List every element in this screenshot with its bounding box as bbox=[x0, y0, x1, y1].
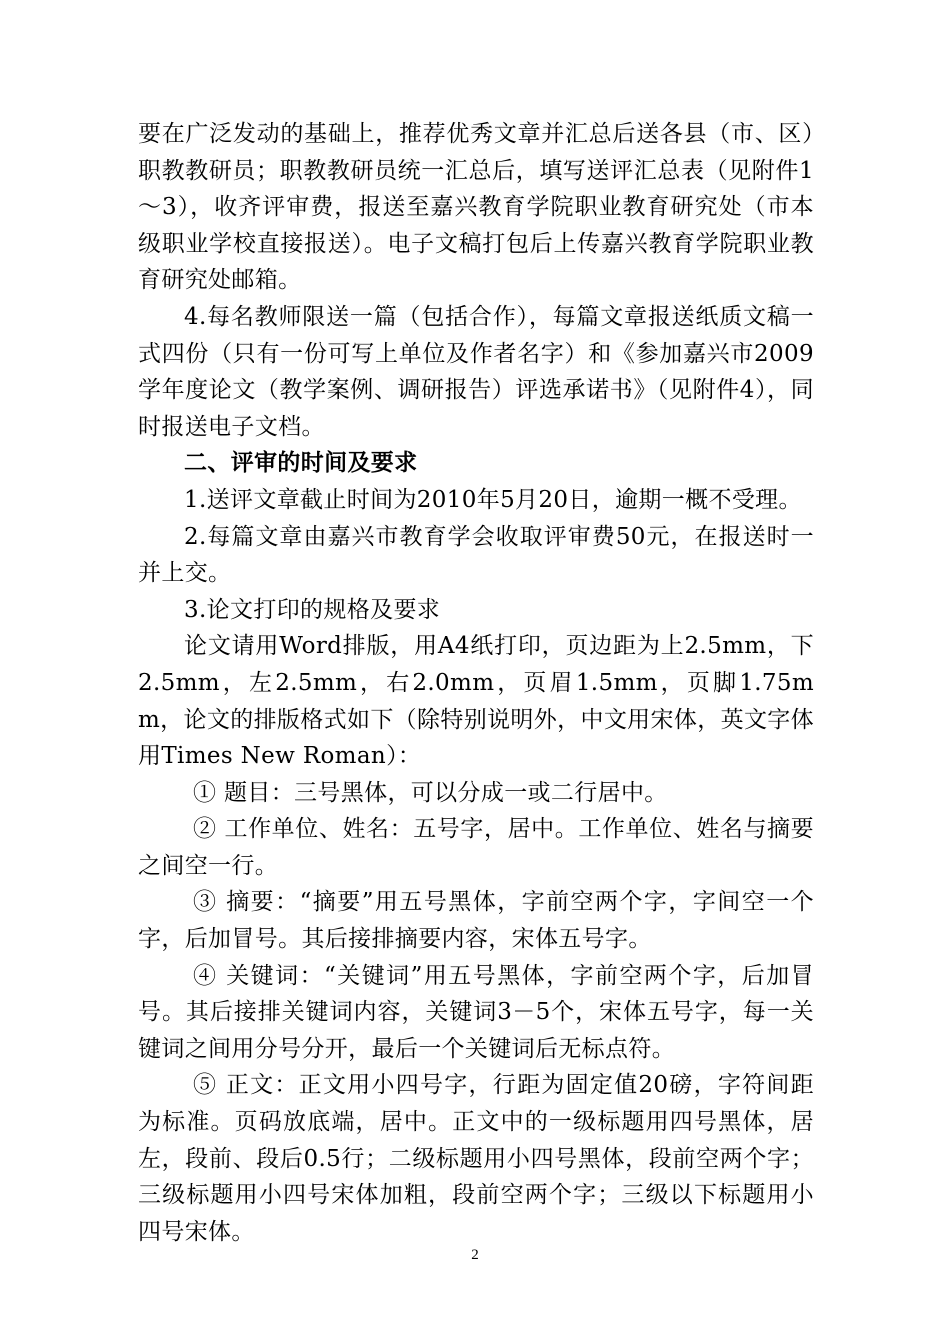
paragraph-item-2-review-fee: 2.每篇文章由嘉兴市教育学会收取评审费50元，在报送时一并上交。 bbox=[138, 523, 814, 587]
paragraph-format-title: ① 题目：三号黑体，可以分成一或二行居中。 bbox=[193, 779, 668, 806]
page-number: 2 bbox=[471, 1247, 479, 1263]
paragraph-format-affiliation: ② 工作单位、姓名：五号字，居中。工作单位、姓名与摘要之间空一行。 bbox=[138, 816, 814, 879]
paragraph-format-keywords: ④ 关键词：“关键词”用五号黑体，字前空两个字，后加冒号。其后接排关键词内容，关键词3－5个，宋体五号字，每一关键词之间用分号分开，最后一个关键词后无标点符。 bbox=[138, 962, 814, 1062]
paragraph-item-4-submission-limit: 4.每名教师限送一篇（包括合作），每篇文章报送纸质文稿一式四份（只有一份可写上单位及作者名字）和《参加嘉兴市2009学年度论文（教学案例、调研报告）评选承诺书》（见附件4），同时报送电子文档。 bbox=[138, 303, 814, 440]
section-heading-review-time: 二、评审的时间及要求 bbox=[184, 450, 418, 477]
document-body bbox=[138, 116, 814, 1250]
paragraph-item-1-deadline: 1.送评文章截止时间为2010年5月20日，逾期一概不受理。 bbox=[184, 486, 802, 513]
paragraph-format-body-text: ⑤ 正文：正文用小四号字，行距为固定值20磅，字符间距为标准。页码放底端，居中。正文中的一级标题用四号黑体，居左，段前、段后0.5行；二级标题用小四号黑体，段前空两个字；三级标题用小四号宋体加粗，段前空两个字；三级以下标题用小四号宋体。 bbox=[138, 1072, 814, 1245]
paragraph-item-3-print-spec: 3.论文打印的规格及要求 bbox=[184, 596, 441, 623]
paragraph-format-abstract: ③ 摘要：“摘要”用五号黑体，字前空两个字，字间空一个字，后加冒号。其后接排摘要内容，宋体五号字。 bbox=[138, 889, 814, 953]
paragraph-submission-procedure: 要在广泛发动的基础上，推荐优秀文章并汇总后送各县（市、区）职教教研员；职教教研员统一汇总后，填写送评汇总表（见附件1～3），收齐评审费，报送至嘉兴教育学院职业教育研究处（市本级职业学校直接报送）。电子文稿打包后上传嘉兴教育学院职业教育研究处邮箱。 bbox=[138, 121, 814, 294]
paragraph-format-overview: 论文请用Word排版，用A4纸打印，页边距为上2.5mm，下2.5mm，左2.5mm，右2.0mm，页眉1.5mm，页脚1.75mm，论文的排版格式如下（除特别说明外，中文用宋体，英文字体用Times New Roman）： bbox=[138, 633, 814, 770]
